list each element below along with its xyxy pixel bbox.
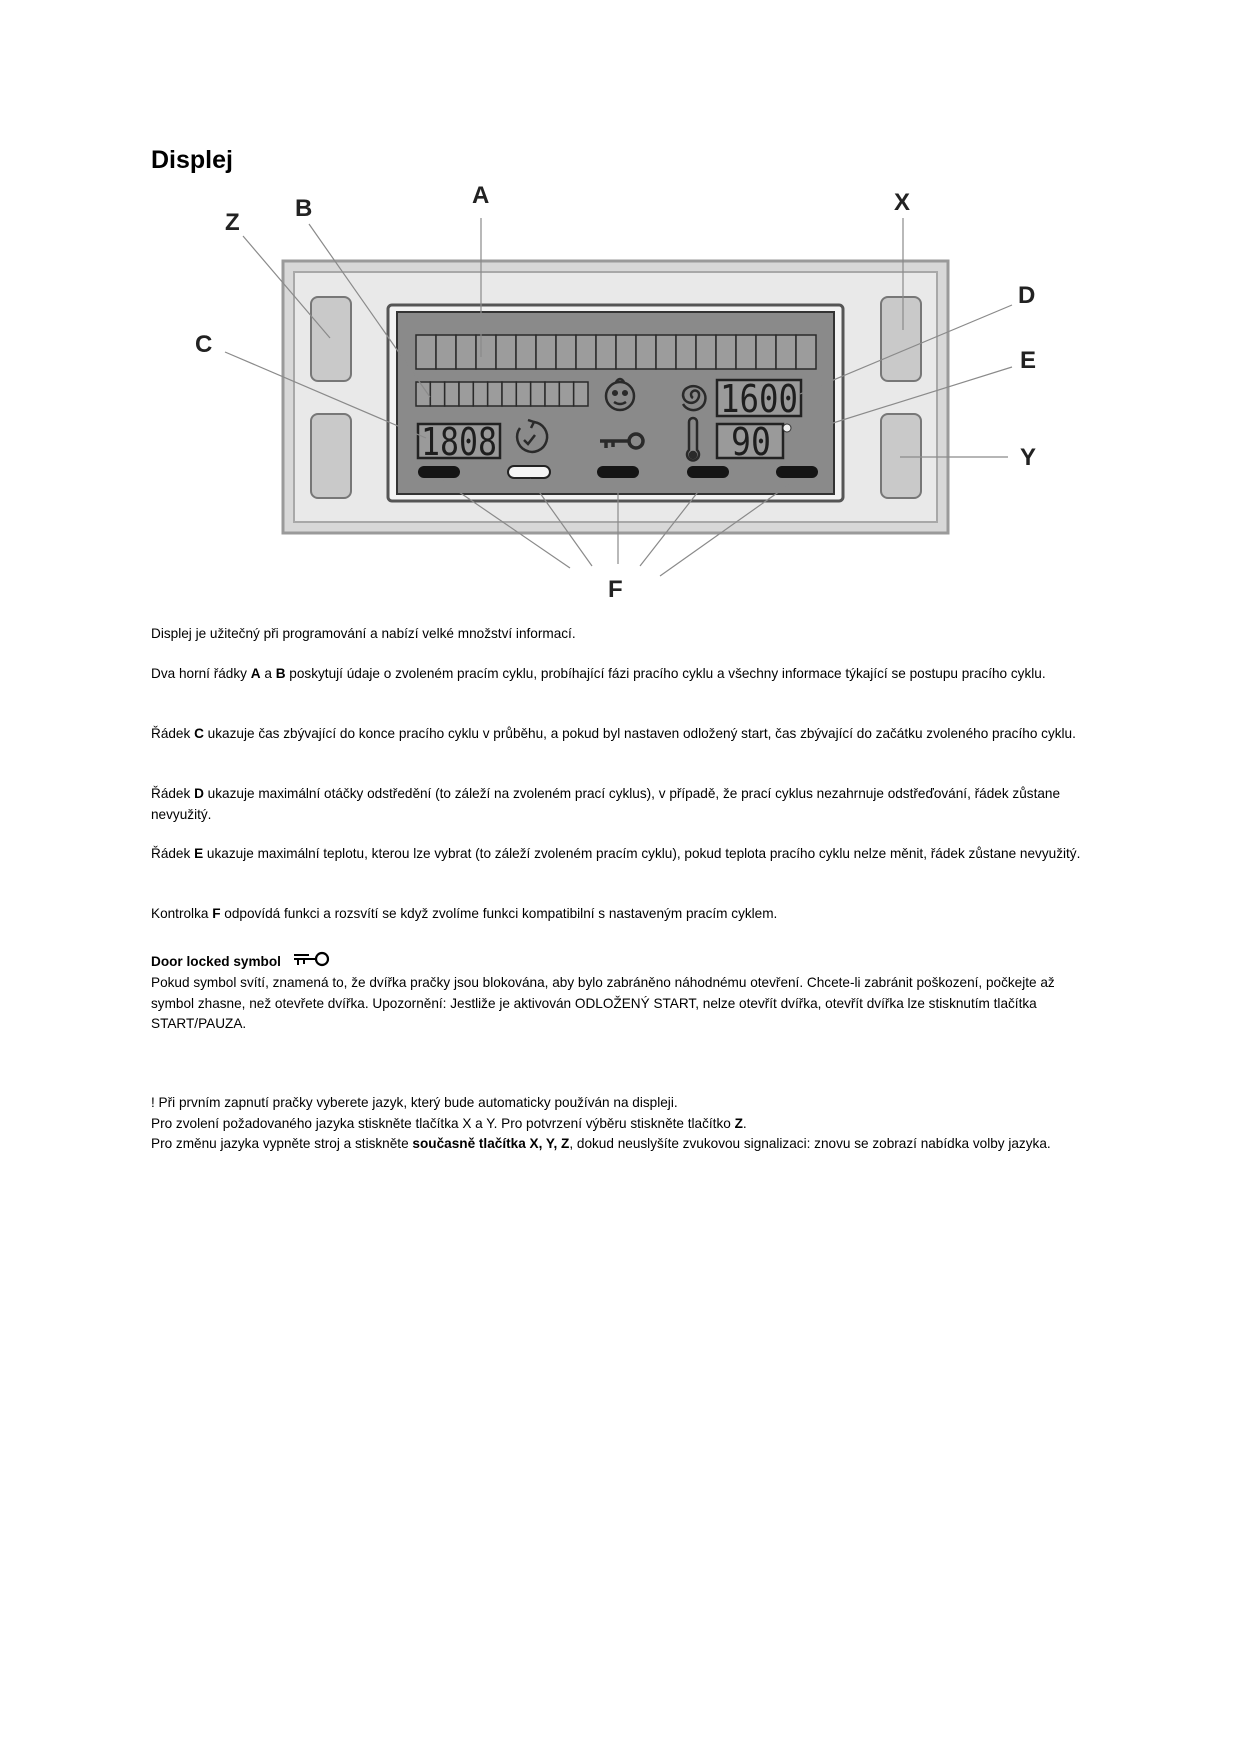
temp-readout: 90 bbox=[731, 420, 771, 464]
paragraph-indicator-f bbox=[151, 904, 1091, 925]
indicator-f-3 bbox=[597, 466, 639, 478]
lcd-cell bbox=[596, 335, 616, 369]
lcd-cell bbox=[476, 335, 496, 369]
p4-text-2: ukazuje maximální otáčky odstředění (to záleží na zvoleném prací cyklus), v případě, že prací cyklus nezahrnuje odstřeďování, řádek zůstane nevyužitý. bbox=[151, 786, 1061, 822]
language-section bbox=[151, 1093, 1091, 1155]
lcd-cell bbox=[516, 335, 536, 369]
paragraph-row-d bbox=[151, 784, 1091, 825]
lcd-cell bbox=[676, 335, 696, 369]
lcd-cell bbox=[736, 335, 756, 369]
lcd-cell bbox=[516, 382, 530, 406]
p3-text-2: ukazuje čas zbývající do konce pracího cyklu v průběhu, a pokud byl nastaven odložený start, čas zbývající do začátku zvoleného pracího cyklu. bbox=[203, 726, 1076, 741]
p2-bold-b: B bbox=[275, 666, 286, 681]
p3-text-1: Řádek bbox=[151, 726, 195, 741]
door-locked-text: Pokud symbol svítí, znamená to, že dvířka pračky jsou blokována, aby bylo zabráněno náhodnému otevření. Chcete-li zabránit poškození, počkejte až symbol zhasne, než otevřete dvířka. Upozornění: Jestliže je aktivován ODLOŽENÝ START, nelze otevřít dvířka, otevřít dvířka lze stisknutím tlačítka START/PAUZA. bbox=[151, 975, 1055, 1031]
paragraph-row-e bbox=[151, 844, 1091, 865]
paragraph-rows-ab bbox=[151, 664, 1091, 685]
lcd-cell bbox=[496, 335, 516, 369]
p3-bold: C bbox=[194, 726, 204, 741]
indicator-f-2 bbox=[508, 466, 550, 478]
row-b-segments bbox=[416, 382, 588, 406]
lcd-cell bbox=[756, 335, 776, 369]
lang3-text-2: , dokud neuslyšíte zvukovou signalizaci: znovu se zobrazí nabídka volby jazyka. bbox=[569, 1136, 1051, 1151]
button-z[interactable] bbox=[311, 297, 351, 381]
label-d: D bbox=[1018, 282, 1036, 309]
door-locked-heading bbox=[151, 950, 331, 970]
lang2-text-1: Pro zvolení požadovaného jazyka stiskněte tlačítka X a Y. Pro potvrzení výběru stiskněte tlačítko bbox=[151, 1115, 735, 1131]
lcd-cell bbox=[456, 335, 476, 369]
lcd-cell bbox=[416, 335, 436, 369]
display-diagram bbox=[0, 0, 1241, 620]
p5-bold: E bbox=[194, 846, 204, 861]
lcd-cell bbox=[716, 335, 736, 369]
intro-paragraph bbox=[151, 624, 1091, 645]
lcd-cell bbox=[696, 335, 716, 369]
p4-text-1: Řádek bbox=[151, 786, 195, 801]
indicator-f-4 bbox=[687, 466, 729, 478]
label-f: F bbox=[608, 576, 623, 603]
paragraph-row-c bbox=[151, 724, 1091, 745]
indicator-f-5 bbox=[776, 466, 818, 478]
lcd-cell bbox=[445, 382, 459, 406]
lcd-cell bbox=[502, 382, 516, 406]
language-line-1: ! Při prvním zapnutí pračky vyberete jazyk, který bude automaticky používán na displeji. bbox=[151, 1095, 678, 1110]
label-y: Y bbox=[1020, 444, 1037, 471]
language-line-3 bbox=[151, 1134, 1091, 1155]
lcd-cell bbox=[656, 335, 676, 369]
lang3-bold: současně tlačítka X, Y, Z bbox=[412, 1136, 570, 1151]
lcd-cell bbox=[459, 382, 473, 406]
p2-text-3: poskytují údaje o zvoleném pracím cyklu, probíhající fázi pracího cyklu a všechny informace týkající se postupu pracího cyklu. bbox=[285, 666, 1046, 681]
lcd-cell bbox=[545, 382, 559, 406]
p4-bold: D bbox=[194, 786, 204, 801]
label-z: Z bbox=[225, 209, 240, 236]
button-y[interactable] bbox=[881, 414, 921, 498]
lcd-cell bbox=[796, 335, 816, 369]
label-c: C bbox=[195, 331, 213, 358]
lcd-cell bbox=[776, 335, 796, 369]
p6-bold: F bbox=[212, 906, 221, 921]
language-line-2 bbox=[151, 1114, 1091, 1135]
door-locked-title: Door locked symbol bbox=[151, 954, 281, 969]
p6-text-1: Kontrolka bbox=[151, 906, 213, 921]
p5-text-2: ukazuje maximální teplotu, kterou lze vybrat (to záleží zvoleném pracím cyklu), pokud teplota pracího cyklu nelze měnit, řádek zůstane nevyužitý. bbox=[203, 846, 1081, 861]
lcd-cell bbox=[574, 382, 588, 406]
lcd-cell bbox=[536, 335, 556, 369]
label-x: X bbox=[894, 189, 911, 216]
button-x[interactable] bbox=[881, 297, 921, 381]
time-readout: 1808 bbox=[421, 420, 497, 464]
label-a: A bbox=[472, 182, 490, 209]
p5-text-1: Řádek bbox=[151, 846, 195, 861]
paragraph-intro: Displej je užitečný při programování a nabízí velké množství informací. bbox=[151, 626, 576, 641]
lang2-text-2: . bbox=[742, 1115, 747, 1131]
lcd-cell bbox=[473, 382, 487, 406]
button-c-side[interactable] bbox=[311, 414, 351, 498]
lcd-cell bbox=[556, 335, 576, 369]
label-b: B bbox=[295, 195, 313, 222]
p2-text-2: a bbox=[260, 666, 276, 681]
lang2-bold: Z bbox=[734, 1115, 743, 1131]
indicator-f-1 bbox=[418, 466, 460, 478]
lcd-cell bbox=[531, 382, 545, 406]
lcd-cell bbox=[430, 382, 444, 406]
spin-readout: 1600 bbox=[720, 377, 798, 421]
door-key-icon bbox=[289, 950, 331, 970]
row-a-segments bbox=[416, 335, 816, 369]
p6-text-2: odpovídá funkci a rozsvítí se když zvolíme funkci kompatibilní s nastaveným pracím cyklem. bbox=[220, 906, 778, 921]
lcd-cell bbox=[616, 335, 636, 369]
lang3-text-1: Pro změnu jazyka vypněte stroj a stiskněte bbox=[151, 1136, 413, 1151]
page-title: Displej bbox=[151, 146, 233, 174]
p2-text-1: Dva horní řádky bbox=[151, 666, 251, 681]
lcd-cell bbox=[636, 335, 656, 369]
label-e: E bbox=[1020, 347, 1037, 374]
degree-dot bbox=[783, 424, 791, 432]
lcd-cell bbox=[488, 382, 502, 406]
p2-bold-a: A bbox=[250, 666, 261, 681]
paragraph-door-locked bbox=[151, 973, 1091, 1035]
lcd-cell bbox=[436, 335, 456, 369]
lcd-cell bbox=[576, 335, 596, 369]
lcd-cell bbox=[559, 382, 573, 406]
